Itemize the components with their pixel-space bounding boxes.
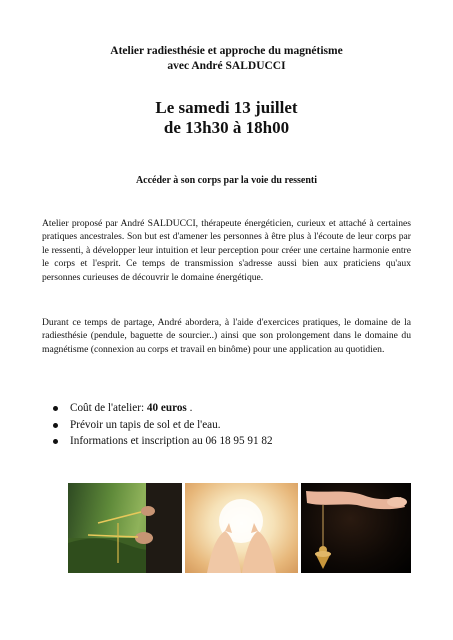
info-bullet-list	[52, 400, 412, 450]
cost-value: 40 euros	[146, 402, 187, 414]
cost-suffix: .	[186, 402, 193, 414]
bullet-contact: Informations et inscription au 06 18 95 91 82	[52, 433, 412, 450]
event-datetime	[0, 98, 453, 138]
photo-strip	[0, 483, 453, 573]
intro-paragraph: Atelier proposé par André SALDUCCI, thérapeute énergéticien, curieux et attaché à certaines pratiques ancestrales. Son but est d'amener les personnes à être plus à l'écoute de leur corps par le ressenti, à développer leur intuition et leur perception pour créer une certaine harmonie entre le corps et l'esprit. Ce temps de transmission s'adresse aussi bien aux praticiens qu'aux personnes curieuses de découvrir le domaine énergétique.	[42, 218, 411, 283]
dowsing-rods-photo	[68, 483, 182, 573]
bullet-cost	[52, 400, 412, 417]
document-title	[0, 44, 453, 74]
event-date: Le samedi 13 juillet	[155, 98, 298, 117]
open-hands-light-photo	[185, 483, 298, 573]
title-line-1: Atelier radiesthésie et approche du magnétisme	[110, 45, 343, 57]
event-time: de 13h30 à 18h00	[163, 118, 290, 137]
pendulum-hand-photo	[301, 483, 411, 573]
title-line-2: avec André SALDUCCI	[167, 60, 286, 72]
program-paragraph: Durant ce temps de partage, André abordera, à l'aide d'exercices pratiques, le domaine de la radiesthésie (pendule, baguette de sourcier..) ainsi que son prolongement dans le domaine du magnétisme (connexion au corps et travail en binôme) pour une application au quotidien.	[42, 317, 411, 355]
subtitle: Accéder à son corps par la voie du ressenti	[135, 175, 318, 186]
bullet-materials: Prévoir un tapis de sol et de l'eau.	[52, 417, 412, 434]
cost-label: Coût de l'atelier:	[70, 402, 147, 414]
